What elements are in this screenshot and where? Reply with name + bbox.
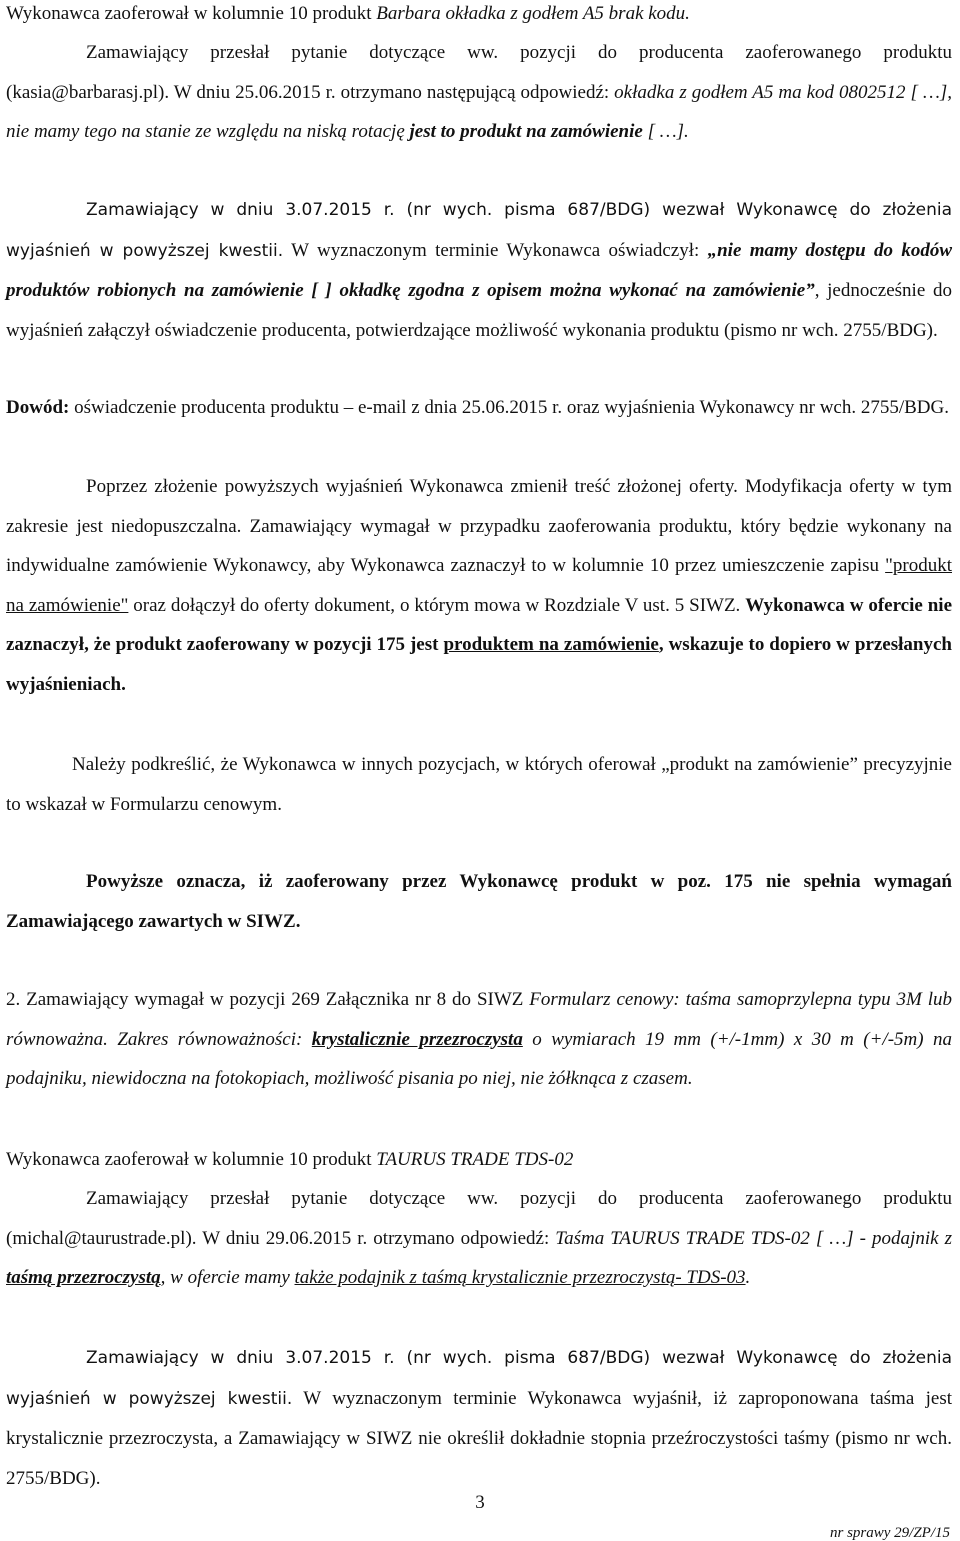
paragraph-offer-barbara: Wykonawca zaoferował w kolumnie 10 produkt Barbara okładka z godłem A5 brak kodu. [6,3,690,24]
paragraph-requirement-269: 2. Zamawiający wymagał w pozycji 269 Załącznika nr 8 do SIWZ Formularz cenowy: taśma samoprzylepna typu 3M lub równoważna. Zakres równoważności: krystalicznie przezroczysta o wymiarach 19 mm (+/-1mm) x 30 m (+/-5m) na podajniku, niewidoczna na fotokopiach, możliwość pisania po niej, nie żółknąca z czasem. [6,989,953,1089]
paragraph-question-barbara: Zamawiający przesłał pytanie dotyczące ww. pozycji do producenta zaoferowanego produktu (kasia@barbarasj.pl). W dniu 25.06.2015 r. otrzymano następującą odpowiedź: okładka z godłem A5 ma kod 0802512 [ …], nie mamy tego na stanie ze względu na niską rotację jest to produkt na zamówienie [ …]. [6,42,952,142]
paragraph-evidence: Dowód: oświadczenie producenta produktu – e-mail z dnia 25.06.2015 r. oraz wyjaśnienia Wykonawcy nr wch. 2755/BDG. [6,397,950,418]
case-number: nr sprawy 29/ZP/15 [829,1525,950,1541]
paragraph-emphasis: Należy podkreślić, że Wykonawca w innych pozycjach, w których oferował „produkt na zamówienie” precyzyjnie to wskazał w Formularzu cenowym. [6,754,952,815]
paragraph-conclusion-175: Powyższe oznacza, iż zaoferowany przez Wykonawcę produkt w poz. 175 nie spełnia wymagań Zamawiającego zawartych w SIWZ. [6,871,952,932]
paragraph-offer-taurus: Wykonawca zaoferował w kolumnie 10 produkt TAURUS TRADE TDS-02 [6,1149,574,1170]
paragraph-modification: Poprzez złożenie powyższych wyjaśnień Wykonawca zmienił treść złożonej oferty. Modyfikacja oferty w tym zakresie jest niedopuszczalna. Zamawiający wymagał w przypadku zaoferowania produktu, który będzie wykonany na indywidualne zamówienie Wykonawcy, aby Wykonawca zaznaczył to w kolumnie 10 przez umieszczenie zapisu "produkt na zamówienie" oraz dołączył do oferty dokument, o którym mowa w Rozdziale V ust. 5 SIWZ. Wykonawca w ofercie nie zaznaczył, że produkt zaoferowany w pozycji 175 jest produktem na zamówienie, wskazuje to dopiero w przesłanych wyjaśnieniach. [6,476,953,695]
paragraph-request-explanation-1: Zamawiający w dniu 3.07.2015 r. (nr wych. pisma 687/BDG) wezwał Wykonawcę do złożenia wyjaśnień w powyższej kwestii. W wyznaczonym terminie Wykonawca oświadczył: „nie mamy dostępu do kodów produktów robionych na zamówienie [ ] okładkę zgodna z opisem można wykonać na zamówienie”, jednocześnie do wyjaśnień załączył oświadczenie producenta, potwierdzające możliwość wykonania produktu (pismo nr wch. 2755/BDG). [6,200,952,341]
paragraph-request-explanation-2: Zamawiający w dniu 3.07.2015 r. (nr wych. pisma 687/BDG) wezwał Wykonawcę do złożenia wyjaśnień w powyższej kwestii. W wyznaczonym terminie Wykonawca wyjaśnił, iż zaproponowana taśma jest krystalicznie przezroczysta, a Zamawiający w SIWZ nie określił dokładnie stopnia przeźroczystości taśmy (pismo nr wch. 2755/BDG). [6,1348,953,1489]
page-number: 3 [475,1492,485,1513]
paragraph-question-taurus: Zamawiający przesłał pytanie dotyczące ww. pozycji do producenta zaoferowanego produktu (michal@taurustrade.pl). W dniu 29.06.2015 r. otrzymano odpowiedź: Taśma TAURUS TRADE TDS-02 [ …] - podajnik z taśmą przezroczystą, w ofercie mamy także podajnik z taśmą krystalicznie przezroczystą- TDS-03. [6,1188,952,1288]
